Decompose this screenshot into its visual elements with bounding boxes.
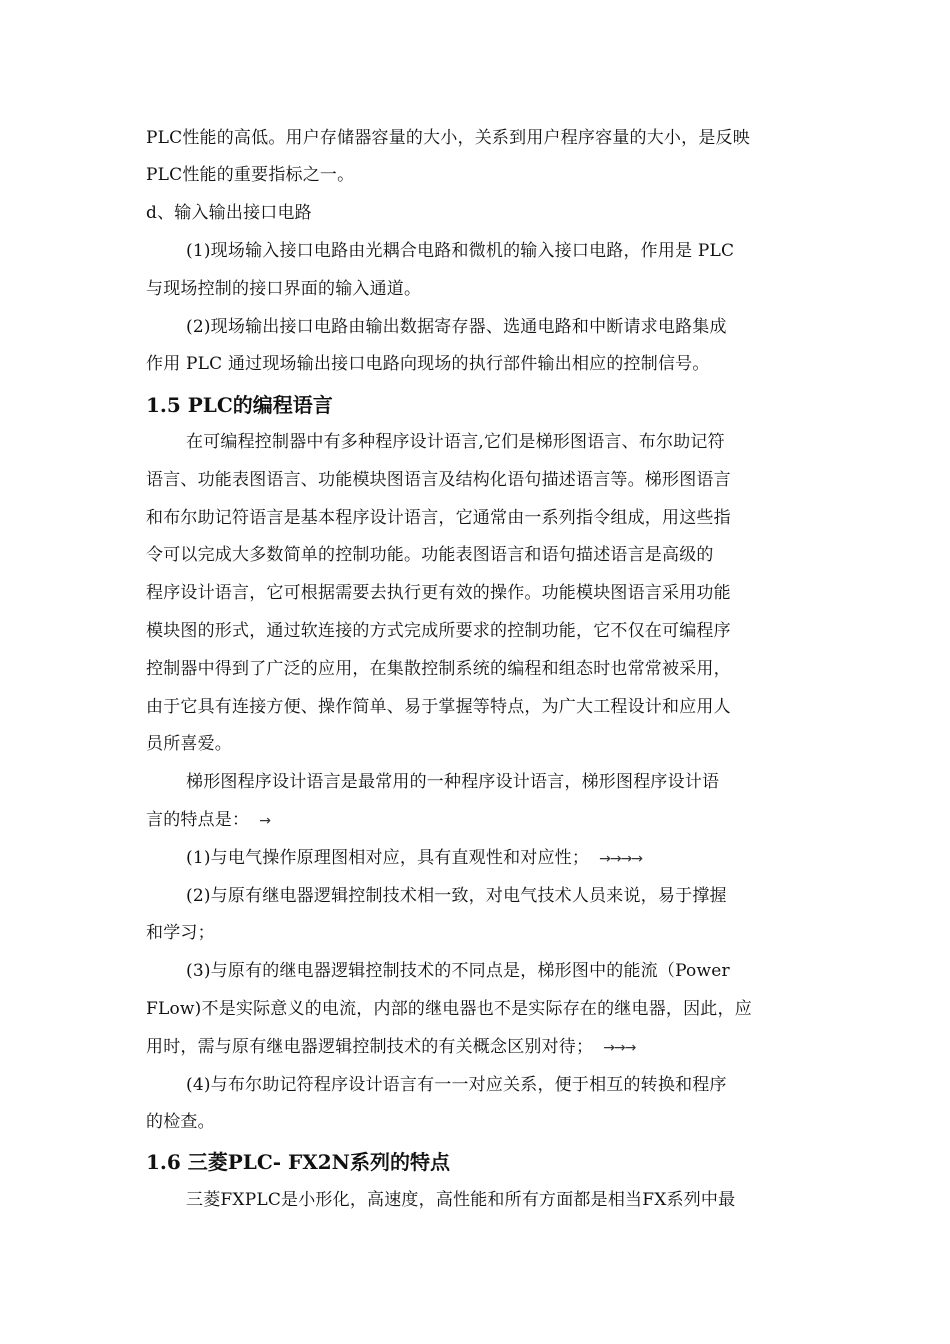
paragraph-line: 三菱FXPLC是小形化，高速度，高性能和所有方面都是相当FX系列中最 bbox=[186, 1190, 736, 1210]
paragraph-line: 作用 PLC 通过现场输出接口电路向现场的执行部件输出相应的控制信号。 bbox=[146, 354, 710, 374]
paragraph-line: d、输入输出接口电路 bbox=[146, 203, 312, 223]
paragraph-line: 语言、功能表图语言、功能模块图语言及结构化语句描述语言等。梯形图语言 bbox=[146, 470, 731, 490]
paragraph-line: 与现场控制的接口界面的输入通道。 bbox=[146, 279, 422, 299]
paragraph-line: 令可以完成大多数简单的控制功能。功能表图语言和语句描述语言是高级的 bbox=[146, 545, 714, 565]
paragraph-line: (2)与原有继电器逻辑控制技术相一致，对电气技术人员来说，易于撑握 bbox=[186, 886, 727, 906]
paragraph-line: 程序设计语言，它可根据需要去执行更有效的操作。功能模块图语言采用功能 bbox=[146, 583, 731, 603]
paragraph-line: 模块图的形式，通过软连接的方式完成所要求的控制功能，它不仅在可编程序 bbox=[146, 621, 731, 641]
arrow-mark: →→→ bbox=[603, 1040, 636, 1056]
section-heading-1-6: 1.6 三菱PLC- FX2N系列的特点 bbox=[146, 1150, 450, 1174]
paragraph-line: 和布尔助记符语言是基本程序设计语言，它通常由一系列指令组成，用这些指 bbox=[146, 508, 731, 528]
paragraph-line: 和学习； bbox=[146, 923, 215, 943]
paragraph-line bbox=[186, 846, 810, 871]
paragraph-line: 梯形图程序设计语言是最常用的一种程序设计语言，梯形图程序设计语 bbox=[186, 772, 720, 792]
line-text: 用时，需与原有继电器逻辑控制技术的有关概念区别对待； bbox=[146, 1037, 594, 1057]
paragraph-line: 由于它具有连接方便、操作简单、易于掌握等特点，为广大工程设计和应用人 bbox=[146, 697, 731, 717]
paragraph-line: (4)与布尔助记符程序设计语言有一一对应关系，便于相互的转换和程序 bbox=[186, 1075, 727, 1095]
paragraph-line: PLC性能的高低。用户存储器容量的大小，关系到用户程序容量的大小，是反映 bbox=[146, 128, 750, 148]
paragraph-line: 在可编程控制器中有多种程序设计语言,它们是梯形图语言、布尔助记符 bbox=[186, 432, 725, 452]
paragraph-line: PLC性能的重要指标之一。 bbox=[146, 165, 355, 185]
paragraph-line: (2)现场输出接口电路由输出数据寄存器、选通电路和中断请求电路集成 bbox=[186, 317, 727, 337]
paragraph-line: 的检查。 bbox=[146, 1112, 215, 1132]
line-text: 言的特点是： bbox=[146, 810, 250, 830]
paragraph-line: 控制器中得到了广泛的应用，在集散控制系统的编程和组态时也常常被采用， bbox=[146, 659, 731, 679]
paragraph-line bbox=[146, 1035, 810, 1060]
arrow-mark: → bbox=[259, 813, 270, 829]
arrow-mark: →→→→ bbox=[599, 851, 643, 867]
paragraph-line: 员所喜爱。 bbox=[146, 734, 232, 754]
paragraph-line: (3)与原有的继电器逻辑控制技术的不同点是，梯形图中的能流（Power bbox=[186, 961, 730, 981]
section-heading-1-5: 1.5 PLC的编程语言 bbox=[146, 393, 333, 417]
line-text: (1)与电气操作原理图相对应，具有直观性和对应性； bbox=[186, 848, 590, 868]
paragraph-line: FLow)不是实际意义的电流，内部的继电器也不是实际存在的继电器，因此，应 bbox=[146, 999, 752, 1019]
paragraph-line: (1)现场输入接口电路由光耦合电路和微机的输入接口电路，作用是 PLC bbox=[186, 241, 735, 261]
paragraph-line bbox=[146, 808, 810, 833]
